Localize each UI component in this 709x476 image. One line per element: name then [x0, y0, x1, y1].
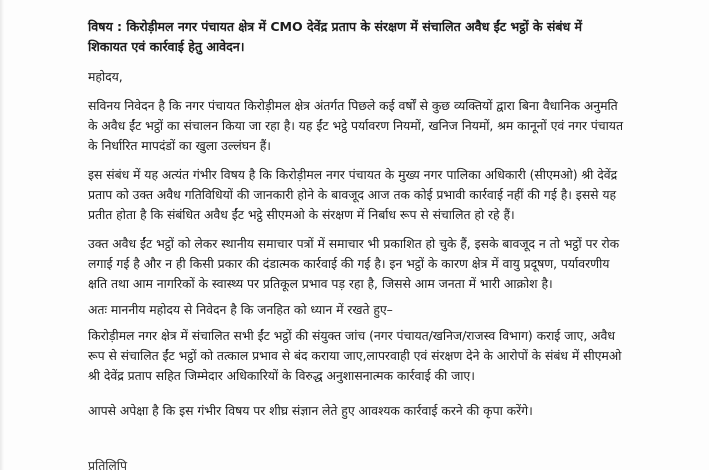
subject-line-1: विषय : किरोड़ीमल नगर पंचायत क्षेत्र में CMO देवेंद्र प्रताप के संरक्षण में संचालित अवैध ईंट भट्ठों के संबंध में — [88, 19, 582, 34]
closing-request: आपसे अपेक्षा है कि इस गंभीर विषय पर शीघ्र संज्ञान लेते हुए आवश्यक कार्रवाई करने की कृपा करेंगे। — [88, 403, 533, 418]
paragraph-1-line-1: सविनय निवेदन है कि नगर पंचायत किरोड़ीमल क्षेत्र अंतर्गत पिछले कई वर्षों से कुछ व्यक्तियों द्वारा बिना वैधानिक अनुमति — [88, 98, 618, 113]
salutation: महोदय, — [88, 69, 123, 84]
paragraph-1-line-3: के निर्धारित मापदंडों का खुला उल्लंघन हैं। — [88, 138, 271, 153]
sign-off: प्रतिलिपि — [88, 458, 127, 473]
paragraph-4-line-3: श्री देवेंद्र प्रताप सहित जिम्मेदार अधिकारियों के विरुद्ध अनुशासनात्मक कार्रवाई की जाए। — [88, 368, 475, 383]
paragraph-3-line-2: लगाई गई है और न ही किसी प्रकार की दंडात्मक कार्रवाई की गई है। इन भट्ठों के कारण क्षेत्र में वायु प्रदूषण, पर्यावरणीय — [88, 256, 610, 271]
paragraph-3-line-3: क्षति तथा आम नागरिकों के स्वास्थ्य पर प्रतिकूल प्रभाव पड़ रहा है, जिससे आम जनता में भारी आक्रोश है। — [88, 276, 553, 291]
paragraph-2-line-3: प्रतीत होता है कि संबंधित अवैध ईंट भट्ठे सीएमओ के संरक्षण में निर्बाध रूप से संचालित हो रहे हैं। — [88, 207, 515, 222]
request-intro: अतः माननीय महोदय से निवेदन है कि जनहित को ध्यान में रखते हुए– — [88, 302, 393, 317]
page-edge-shadow — [0, 0, 4, 470]
paragraph-3-line-1: उक्त अवैध ईंट भट्ठों को लेकर स्थानीय समाचार पत्रों में समाचार भी प्रकाशित हो चुके हैं, इसके बावजूद न तो भट्ठों पर रोक — [88, 236, 620, 251]
subject-line-2: शिकायत एवं कार्रवाई हेतु आवेदन। — [88, 39, 245, 54]
paragraph-2-line-2: प्रताप को उक्त अवैध गतिविधियों की जानकारी होने के बावजूद आज तक कोई प्रभावी कार्रवाई नहीं की गई है। इससे यह — [88, 187, 617, 202]
paragraph-4-line-1: किरोड़ीमल नगर क्षेत्र में संचालित सभी ईंट भट्ठों की संयुक्त जांच (नगर पंचायत/खनिज/राजस्व विभाग) कराई जाए, अवैध — [88, 328, 615, 343]
paragraph-4-line-2: रूप से संचालित ईंट भट्ठों को तत्काल प्रभाव से बंद कराया जाए,लापरवाही एवं संरक्षण देने के आरोपों के संबंध में सीएमओ — [88, 348, 622, 363]
paragraph-2-line-1: इस संबंध में यह अत्यंत गंभीर विषय है कि किरोड़ीमल नगर पंचायत के मुख्य नगर पालिका अधिकारी (सीएमओ) श्री देवेंद्र — [88, 167, 618, 182]
paragraph-1-line-2: के अवैध ईंट भट्ठों का संचालन किया जा रहा है। यह ईंट भट्ठे पर्यावरण नियमों, खनिज नियमों, श्रम कानूनों एवं नगर पंचायत — [88, 118, 623, 133]
